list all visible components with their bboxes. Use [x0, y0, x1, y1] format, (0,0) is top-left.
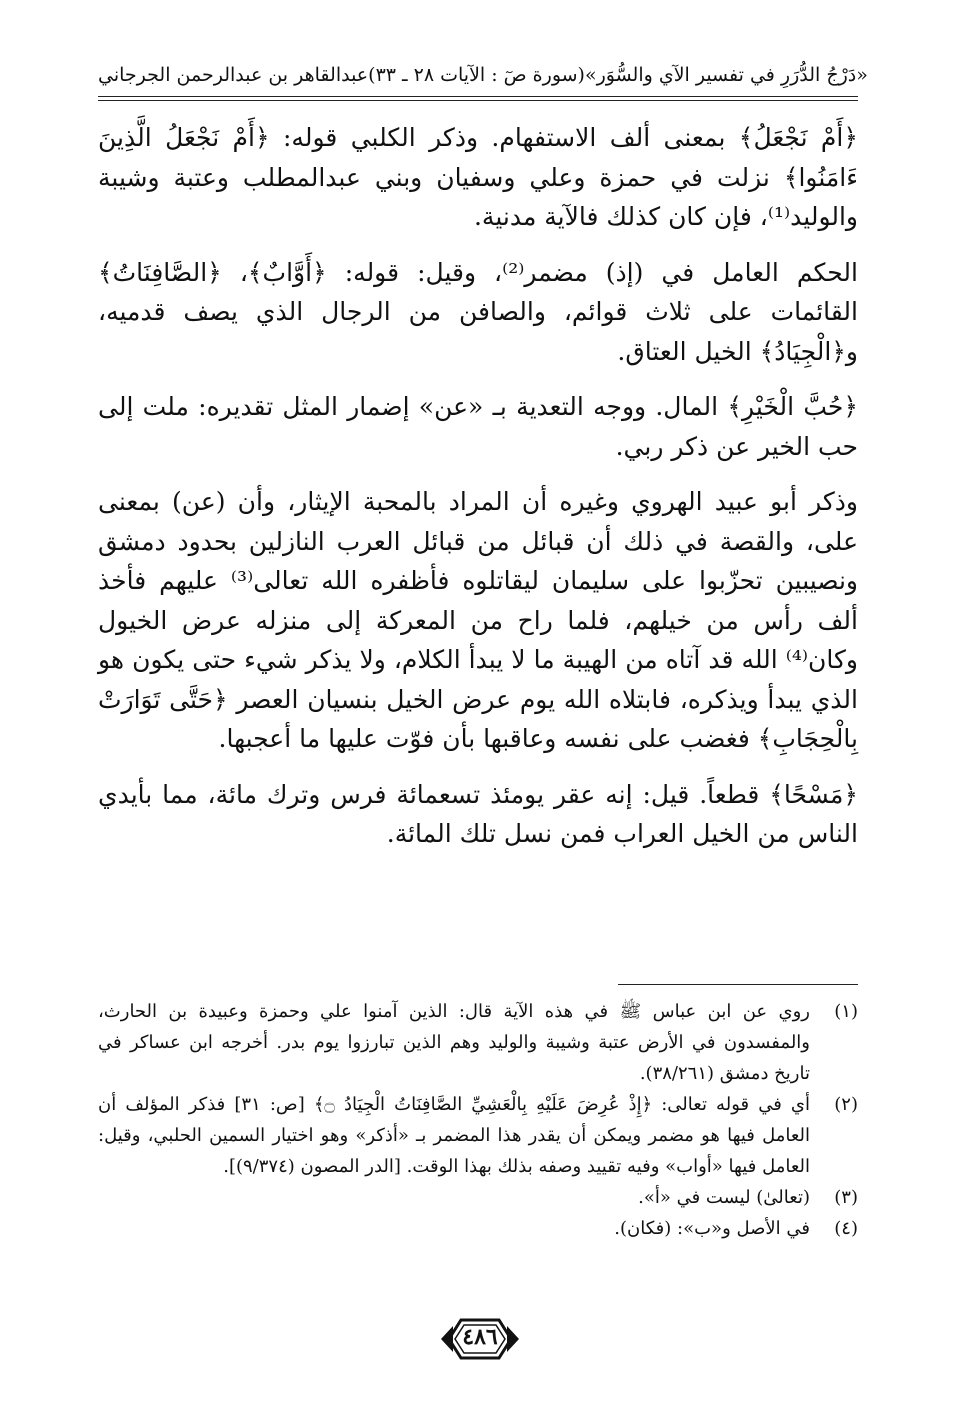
footnote-4	[98, 1213, 858, 1244]
header-book-title: «دَرْجُ الدُّرَرِ في تفسير الآي والسُّوَر»	[584, 64, 868, 86]
running-header	[98, 60, 868, 90]
footnote-text: (تعالىٰ) ليست في «أ».	[638, 1187, 810, 1208]
footnote-1	[98, 996, 858, 1089]
header-surah: (سورة صٓ : الآيات ٢٨ ـ ٣٣)	[368, 64, 585, 86]
footnote-text: في الأصل و«ب»: (فكان).	[614, 1218, 810, 1239]
header-author: عبدالقاهر بن عبدالرحمن الجرجاني	[98, 64, 369, 86]
footnote-text: أي في قوله تعالى: ﴿إِذْ عُرِضَ عَلَيْهِ بِالْعَشِيِّ الصَّافِنَاتُ الْجِيَادُ ۝﴾ [ص: ٣١] فذكر المؤلف أن العامل فيها هو مضمر ويمكن أن يقدر هذا المضمر بـ «أذكر» وهو اختيار السمين الحلبي، وقيل: العامل فيها «أواب» وفيه تقييد وصفه بذلك بهذا الوقت. [الدر المصون (٩/٣٧٤)].	[98, 1094, 810, 1177]
footnote-3	[98, 1182, 858, 1213]
footnote-text: روي عن ابن عباس ﷺ في هذه الآية قال: الذين آمنوا علي وحمزة وعبيدة بن الحارث، والمفسدون في الأرض عتبة وشيبة والوليد وهم الذين تبارزوا يوم بدر. أخرجه ابن عساكر في تاريخ دمشق (٣٨/٢٦١).	[98, 1001, 810, 1084]
paragraph-1: ﴿أَمْ نَجْعَلُ﴾ بمعنى ألف الاستفهام. وذكر الكلبي قوله: ﴿أَمْ نَجْعَلُ الَّذِينَ ءَامَنُوا﴾ نزلت في حمزة وعلي وسفيان وبني عبدالمطلب وعتبة وشيبة والوليد⁽¹⁾، فإن كان كذلك فالآية مدنية.	[98, 123, 858, 231]
header-rule-thin	[98, 100, 858, 101]
page-number: ٤٨٦	[462, 1324, 498, 1350]
footnotes	[98, 996, 858, 1244]
footnote-number: (٢)	[834, 1094, 858, 1115]
footnote-number: (١)	[834, 1001, 858, 1022]
paragraph-4: وذكر أبو عبيد الهروي وغيره أن المراد بالمحبة الإيثار، وأن (عن) بمعنى على، والقصة في ذلك أن قبائل من قبائل العرب النازلين بحدود دمشق ونصيبين تحزّبوا على سليمان ليقاتلوه فأظفره الله تعالى⁽³⁾ عليهم فأخذ ألف رأس من خيلهم، فلما راح من المعركة إلى منزله عرض الخيول وكان⁽⁴⁾ الله قد آتاه من الهيبة ما لا يبدأ الكلام، ولا يذكر شيء حتى يكون هو الذي يبدأ ويذكره، فابتلاه الله يوم عرض الخيل بنسيان العصر ﴿حَتَّى تَوَارَتْ بِالْحِجَابِ﴾ فغضب على نفسه وعاقبها بأن فوّت عليها ما أعجبها.	[98, 487, 859, 753]
paragraph-5: ﴿مَسْحًا﴾ قطعاً. قيل: إنه عقر يومئذ تسعمائة فرس وترك مائة، مما بأيدي الناس من الخيل العراب فمن نسل تلك المائة.	[98, 779, 858, 848]
footnote-number: (٤)	[834, 1218, 858, 1239]
header-rule	[98, 96, 858, 97]
paragraph-2: الحكم العامل في (إذ) مضمر⁽²⁾، وقيل: قوله: ﴿أَوَّابٌ﴾، ﴿الصَّافِنَاتُ﴾ القائمات على ثلاث قوائم، والصافن من الرجال الذي يصف قدميه، و﴿الْجِيَادُ﴾ الخيل العتاق.	[98, 257, 858, 366]
page-number-ornament	[439, 1316, 521, 1362]
paragraph-3: ﴿حُبَّ الْخَيْرِ﴾ المال. ووجه التعدية بـ «عن» إضمار المثل تقديره: ملت إلى حب الخير عن ذكر ربي.	[98, 392, 858, 461]
footnote-number: (٣)	[834, 1187, 858, 1208]
main-text	[98, 118, 858, 870]
footnote-separator	[618, 984, 858, 985]
footnote-2	[98, 1089, 858, 1182]
